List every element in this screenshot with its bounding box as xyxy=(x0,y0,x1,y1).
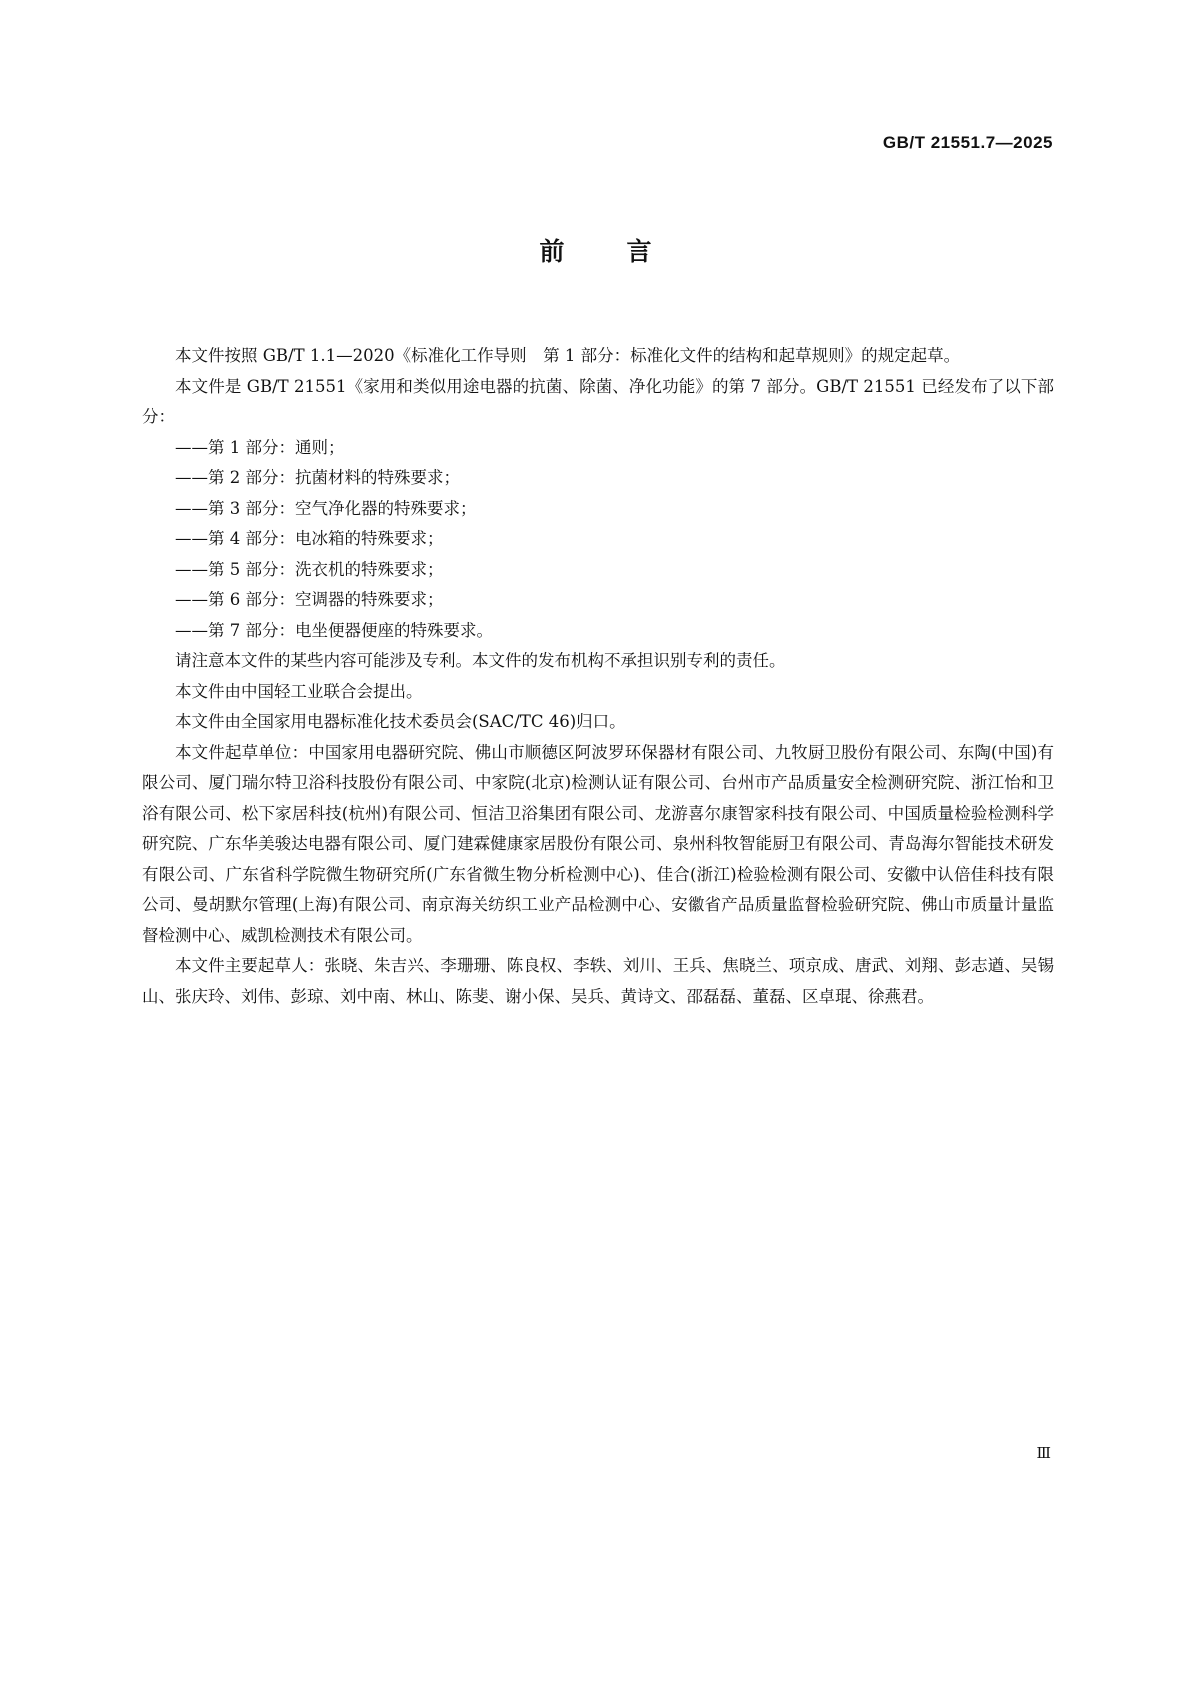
page-number: Ⅲ xyxy=(1036,1446,1051,1462)
list-item: ——第 3 部分：空气净化器的特殊要求； xyxy=(175,498,477,518)
list-item: ——第 5 部分：洗衣机的特殊要求； xyxy=(175,559,444,579)
paragraph-proposer: 本文件由中国轻工业联合会提出。 xyxy=(175,681,423,701)
list-item: ——第 2 部分：抗菌材料的特殊要求； xyxy=(175,468,460,487)
paragraph-drafting-rules: 本文件按照 GB/T 1.1—2020《标准化工作导则 第 1 部分：标准化文件的结构和起草规则》的规定起草。 xyxy=(175,346,961,365)
list-item: ——第 6 部分：空调器的特殊要求； xyxy=(175,590,444,609)
paragraph-patent-notice: 请注意本文件的某些内容可能涉及专利。本文件的发布机构不承担识别专利的责任。 xyxy=(175,651,786,670)
paragraph-drafters: 本文件主要起草人：张晓、朱吉兴、李珊珊、陈良权、李轶、刘川、王兵、焦晓兰、项京成、唐武、刘翔、彭志遒、吴锡山、张庆玲、刘伟、彭琼、刘中南、林山、陈斐、谢小保、吴兵、黄诗文、邵磊磊、董磊、区卓琨、徐燕君。 xyxy=(142,956,1054,1006)
paragraph-committee: 本文件由全国家用电器标准化技术委员会(SAC/TC 46)归口。 xyxy=(175,712,626,731)
parts-list xyxy=(142,433,1054,647)
standard-code: GB/T 21551.7—2025 xyxy=(882,133,1053,152)
paragraph-series-intro: 本文件是 GB/T 21551《家用和类似用途电器的抗菌、除菌、净化功能》的第 7 部分。GB/T 21551 已经发布了以下部分： xyxy=(142,376,1054,426)
foreword-body xyxy=(142,341,1054,1012)
list-item: ——第 4 部分：电冰箱的特殊要求； xyxy=(175,529,444,548)
page-title: 前言 xyxy=(539,237,714,266)
list-item: ——第 7 部分：电坐便器便座的特殊要求。 xyxy=(175,620,493,640)
paragraph-drafting-units: 本文件起草单位：中国家用电器研究院、佛山市顺德区阿波罗环保器材有限公司、九牧厨卫股份有限公司、东陶(中国)有限公司、厦门瑞尔特卫浴科技股份有限公司、中家院(北京)检测认证有限公司、台州市产品质量安全检测研究院、浙江怡和卫浴有限公司、松下家居科技(杭州)有限公司、恒洁卫浴集团有限公司、龙游喜尔康智家科技有限公司、中国质量检验检测科学研究院、广东华美骏达电器有限公司、厦门建霖健康家居股份有限公司、泉州科牧智能厨卫有限公司、青岛海尔智能技术研发有限公司、广东省科学院微生物研究所(广东省微生物分析检测中心)、佳合(浙江)检验检测有限公司、安徽中认倍佳科技有限公司、曼胡默尔管理(上海)有限公司、南京海关纺织工业产品检测中心、安徽省产品质量监督检验研究院、佛山市质量计量监督检测中心、威凯检测技术有限公司。 xyxy=(142,742,1054,945)
list-item: ——第 1 部分：通则； xyxy=(175,437,345,457)
